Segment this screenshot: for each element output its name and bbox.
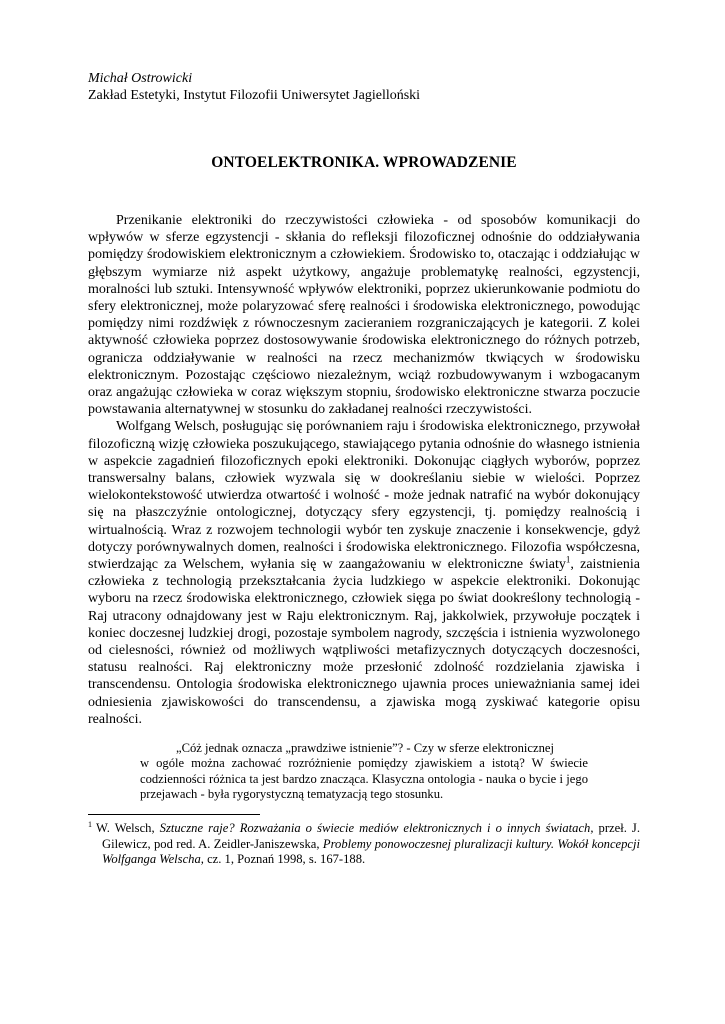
- author-affiliation: Zakład Estetyki, Instytut Filozofii Uniwersytet Jagielloński: [88, 88, 421, 103]
- quote-rest: w ogóle można zachować rozróżnienie pomiędzy zjawiskiem a istotą? W świecie codzienności różnica ta jest bardzo znacząca. Klasyczna ontologia - nauka o bycie i jego przejawach - była rygorystyczną tematyzacją tego stosunku.: [140, 756, 588, 801]
- block-quote: [140, 741, 588, 802]
- body-text: [88, 212, 640, 728]
- footnote-book-title: Sztuczne raje? Rozważania o świecie mediów elektronicznych i o innych światach,: [159, 821, 594, 836]
- footnote-details: cz. 1, Poznań 1998, s. 167-188.: [203, 852, 366, 867]
- quote-line-1: „Cóż jednak oznacza „prawdziwe istnienie”? - Czy w sferze elektronicznej: [176, 741, 554, 756]
- document-title: ONTOELEKTRONIKA. WPROWADZENIE: [211, 154, 517, 171]
- paragraph-1: Przenikanie elektroniki do rzeczywistości człowieka - od sposobów komunikacji do wpływów w sferze egzystencji - skłania do refleksji filozoficznej odnośnie do oddziaływania pomiędzy środowiskiem elektronicznym a człowiekiem. Środowisko to, otaczając i oddziałując w głębszym wymiarze niż aspekt użytkowy, angażuje problematykę realności, egzystencji, moralności lub sztuki. Intensywność wpływów elektroniki, poprzez ukierunkowanie podmiotu do sfery elektronicznej, może polaryzować sferę realności i środowiska elektronicznego, powodując pomiędzy nimi rozdźwięk z równoczesnym zacieraniem rozgraniczających je kategorii. Z kolei aktywność człowieka poprzez dostosowywanie środowiska elektronicznego do różnych potrzeb, ogranicza oddziaływanie w realności na rzecz mechanizmów tkwiących w środowisku elektronicznym. Pozostając częściowo niezależnym, wciąż rozbudowywanym i wzbogacanym oraz angażując człowieka w coraz większym stopniu, środowisko elektroniczne stwarza poczucie powstawania alternatywnej w stosunku do zakładanej realności rzeczywistości.: [88, 213, 640, 418]
- author-name: Michał Ostrowicki: [88, 71, 193, 86]
- footnote-series-title: Problemy ponowoczesnej pluralizacji kultury. Wokół koncepcji Wolfganga Welscha,: [102, 836, 641, 867]
- footnote: [88, 821, 640, 868]
- footnote-marker: 1: [88, 820, 92, 830]
- paragraph-2-part-1: Wolfgang Welsch, posługując się porównaniem raju i środowiska elektronicznego, przywołał filozoficzną wizję człowieka poszukującego, stawiającego pytania odnośnie do własnego istnienia w aspekcie zagadnień filozoficznych epoki elektroniki. Dokonując ciągłych wyborów, poprzez transwersalny balans, człowiek wyzwala się w dookreślaniu siebie w wielości. Poprzez wielokontekstowość utwierdza otwartość i wolność - może jednak natrafić na wybór dokonujący się na płaszczyźnie ontologicznej, dotyczący sfery egzystencji, tj. pomiędzy realnością i wirtualnością. Wraz z rozwojem technologii wybór ten zyskuje znaczenie i konsekwencje, gdyż dotyczy porównywalnych domen, realności i środowiska elektronicznego. Filozofia współczesna, stwierdzając za Welschem, wyłania się w zaangażowaniu w elektroniczne światy: [88, 419, 640, 573]
- document-page: [88, 70, 640, 868]
- footnote-author: W. Welsch,: [96, 821, 160, 836]
- footnote-translator: przeł. J. Gilewicz, pod red. A. Zeidler-Janiszewska,: [102, 821, 640, 851]
- paragraph-2-part-2: , zaistnienia człowieka z technologią przekształcania życia ludzkiego w aspekcie elektroniki. Dokonując wyboru na rzecz środowiska elektronicznego, człowiek sięga po świat dookreślony technologią - Raj utracony odnajdowany jest w Raju elektronicznym. Raj, jakkolwiek, przywołuje początek i koniec doczesnej ludzkiej drogi, pozostaje symbolem nagrody, szczęścia i istnienia wyzwolonego od cielesności, również od możliwych wątpliwości metafizycznych dotyczących doczesności, statusu realności. Raj elektroniczny może przesłonić zdolność rozdzielania zjawiska i transcendensu. Ontologia środowiska elektronicznego ujawnia proces unieważniania samej idei odniesienia zjawiskowości do transcendensu, a zjawiska mogą zyskiwać kategorie opisu realności.: [88, 557, 640, 727]
- footnote-reference[interactable]: 1: [565, 554, 571, 565]
- paragraph-2: [88, 418, 640, 728]
- author-block: [88, 70, 640, 104]
- footnote-divider: [88, 814, 260, 815]
